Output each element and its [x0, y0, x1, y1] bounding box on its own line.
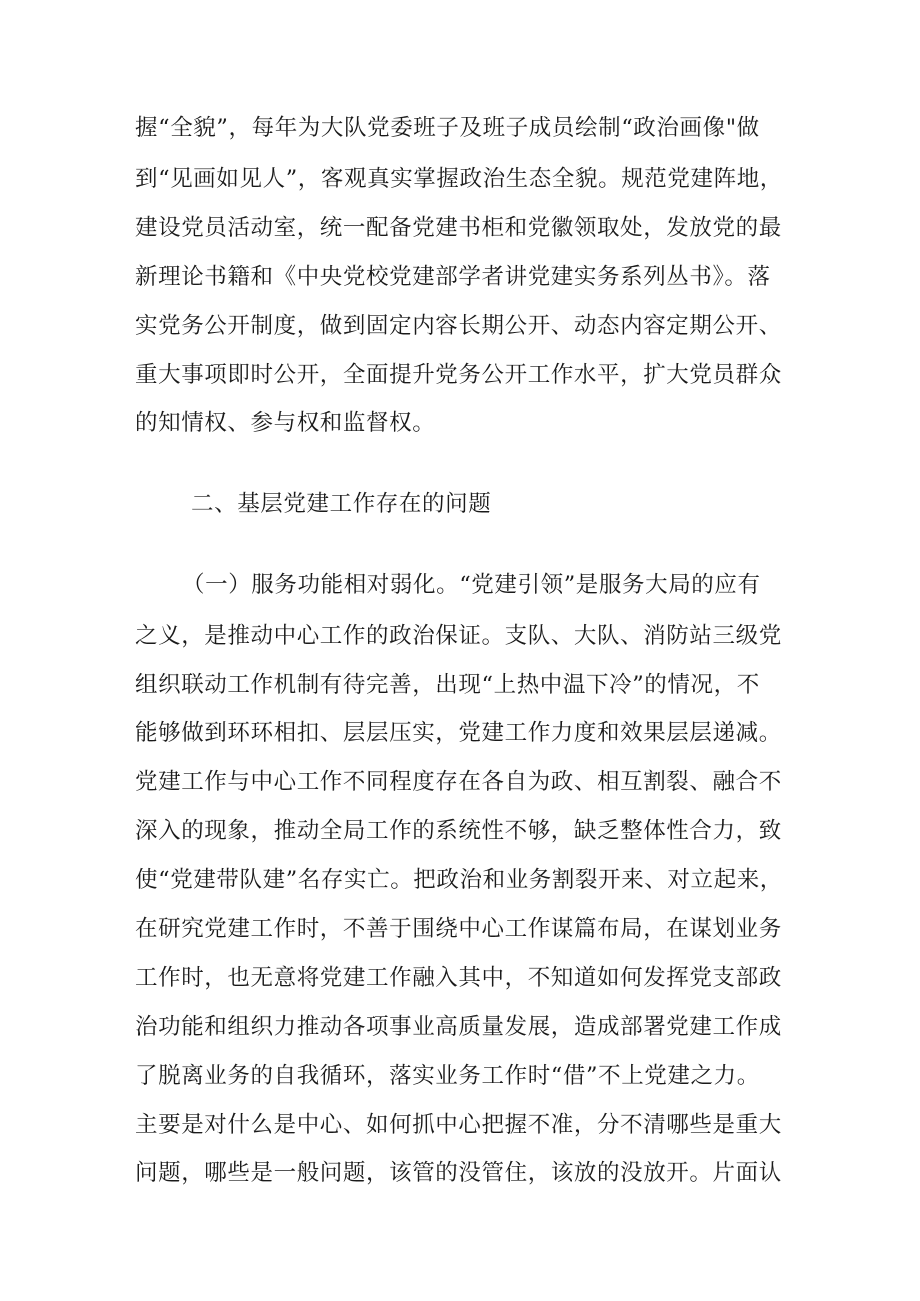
paragraph-line: 建设党员活动室，统一配备党建书柜和党徽领取处，发放党的最	[135, 215, 782, 241]
paragraph-line: 重大事项即时公开，全面提升党务公开工作水平，扩大党员群众	[135, 362, 782, 388]
paragraph-line: 在研究党建工作时，不善于围绕中心工作谋篇布局，在谋划业务	[135, 916, 782, 942]
paragraph-line: 主要是对什么是中心、如何抓中心把握不准，分不清哪些是重大	[135, 1112, 782, 1138]
paragraph-line: 实党务公开制度，做到固定内容长期公开、动态内容定期公开、	[135, 313, 782, 339]
paragraph-line: 组织联动工作机制有待完善，出现“上热中温下冷”的情况，不	[135, 672, 760, 698]
paragraph-line: 了脱离业务的自我循环，落实业务工作时“借”不上党建之力。	[135, 1063, 760, 1089]
paragraph-line: 工作时，也无意将党建工作融入其中，不知道如何发挥党支部政	[135, 965, 782, 991]
paragraph-line: 问题，哪些是一般问题，该管的没管住，该放的没放开。片面认	[135, 1160, 782, 1186]
paragraph-line: 能够做到环环相扣、层层压实，党建工作力度和效果层层递减。	[135, 720, 782, 746]
paragraph-line: 治功能和组织力推动各项事业高质量发展，造成部署党建工作成	[135, 1014, 782, 1040]
paragraph-line: 新理论书籍和《中央党校党建部学者讲党建实务系列丛书》。落	[135, 264, 771, 290]
paragraph-line: 的知情权、参与权和监督权。	[135, 410, 436, 436]
paragraph-line: 握“全貌”，每年为大队党委班子及班子成员绘制“政治画像"做	[135, 115, 760, 141]
paragraph-line: 党建工作与中心工作不同程度存在各自为政、相互割裂、融合不	[135, 769, 782, 795]
paragraph-line: 之义，是推动中心工作的政治保证。支队、大队、消防站三级党	[135, 623, 782, 649]
paragraph-line: 深入的现象，推动全局工作的系统性不够，缺乏整体性合力，致	[135, 818, 782, 844]
paragraph-line: 到“见画如见人”，客观真实掌握政治生态全貌。规范党建阵地，	[135, 166, 783, 192]
paragraph-line: （一）服务功能相对弱化。“党建引领”是服务大局的应有	[182, 572, 761, 598]
section-heading: 二、基层党建工作存在的问题	[191, 491, 492, 517]
paragraph-line: 使“党建带队建”名存实亡。把政治和业务割裂开来、对立起来，	[135, 867, 783, 893]
